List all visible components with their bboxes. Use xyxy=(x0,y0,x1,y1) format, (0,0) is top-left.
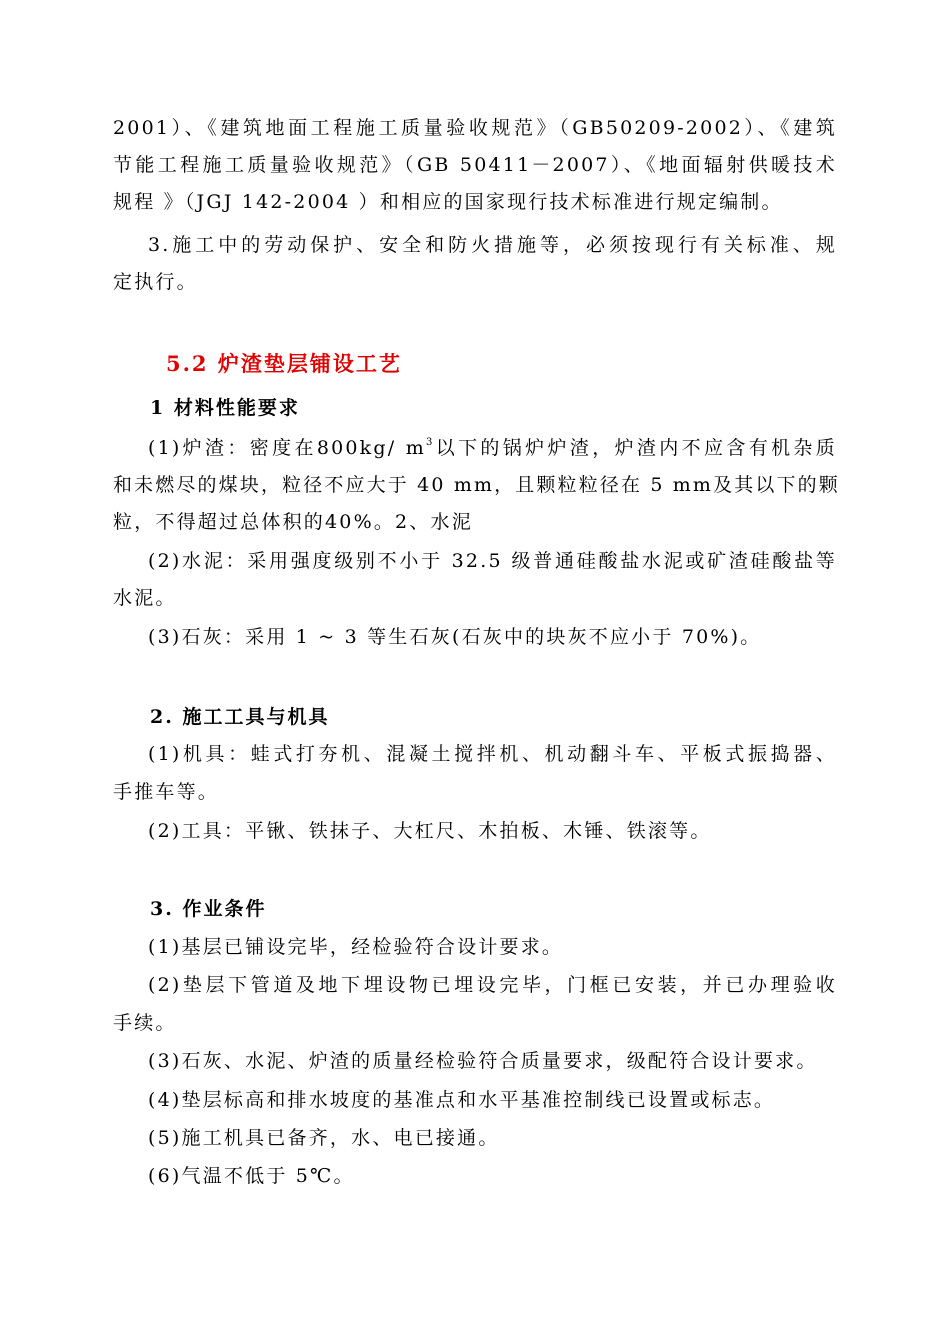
condition-3: (3)石灰、水泥、炉渣的质量经检验符合质量要求，级配符合设计要求。 xyxy=(148,1050,818,1072)
cement-paragraph-line-2: 水泥。 xyxy=(113,587,177,609)
materials-heading: 1 材料性能要求 xyxy=(150,397,300,419)
intro-line-3: 规程 》（JGJ 142-2004 ）和相应的国家现行技术标准进行规定编制。 xyxy=(113,191,783,213)
intro-line-1: 2001）、《建筑地面工程施工质量验收规范》（GB50209-2002）、《建筑 xyxy=(113,117,837,139)
slag-paragraph-line-3: 粒，不得超过总体积的40%。2、水泥 xyxy=(113,511,473,533)
tools-heading: 2. 施工工具与机具 xyxy=(150,706,330,728)
intro-item-3-line-1: 3.施工中的劳动保护、安全和防火措施等，必须按现行有关标准、规 xyxy=(148,234,837,256)
slag-text-a: (1)炉渣：密度在800kg/ m xyxy=(148,437,426,459)
cubic-superscript: 3 xyxy=(425,437,435,448)
condition-4: (4)垫层标高和排水坡度的基准点和水平基准控制线已设置或标志。 xyxy=(148,1089,776,1111)
slag-text-b: 以下的锅炉炉渣，炉渣内不应含有机杂质 xyxy=(434,437,837,459)
section-title: 5.2 炉渣垫层铺设工艺 xyxy=(166,351,402,376)
condition-2-line-2: 手续。 xyxy=(113,1012,177,1034)
condition-6: (6)气温不低于 5℃。 xyxy=(148,1165,355,1187)
intro-line-2: 节能工程施工质量验收规范》（GB 50411－2007）、《地面辐射供暖技术 xyxy=(113,154,837,176)
condition-1: (1)基层已铺设完毕，经检验符合设计要求。 xyxy=(148,936,564,958)
conditions-heading: 3. 作业条件 xyxy=(150,898,267,920)
machines-paragraph-line-2: 手推车等。 xyxy=(113,781,220,803)
slag-paragraph-line-1 xyxy=(148,434,837,462)
lime-paragraph: (3)石灰：采用 1 ~ 3 等生石灰(石灰中的块灰不应小于 70%)。 xyxy=(148,626,762,648)
intro-item-3-line-2: 定执行。 xyxy=(113,271,198,293)
cement-paragraph-line-1: (2)水泥：采用强度级别不小于 32.5 级普通硅酸盐水泥或矿渣硅酸盐等 xyxy=(148,550,837,572)
slag-paragraph-line-2: 和未燃尽的煤块，粒径不应大于 40 mm，且颗粒粒径在 5 mm及其以下的颗 xyxy=(113,474,840,496)
machines-paragraph-line-1: (1)机具：蛙式打夯机、混凝土搅拌机、机动翻斗车、平板式振捣器、 xyxy=(148,743,837,765)
condition-5: (5)施工机具已备齐，水、电已接通。 xyxy=(148,1127,500,1149)
hand-tools-paragraph: (2)工具：平锹、铁抹子、大杠尺、木拍板、木锤、铁滚等。 xyxy=(148,820,712,842)
condition-2-line-1: (2)垫层下管道及地下埋设物已埋设完毕，门框已安装，并已办理验收 xyxy=(148,974,837,996)
